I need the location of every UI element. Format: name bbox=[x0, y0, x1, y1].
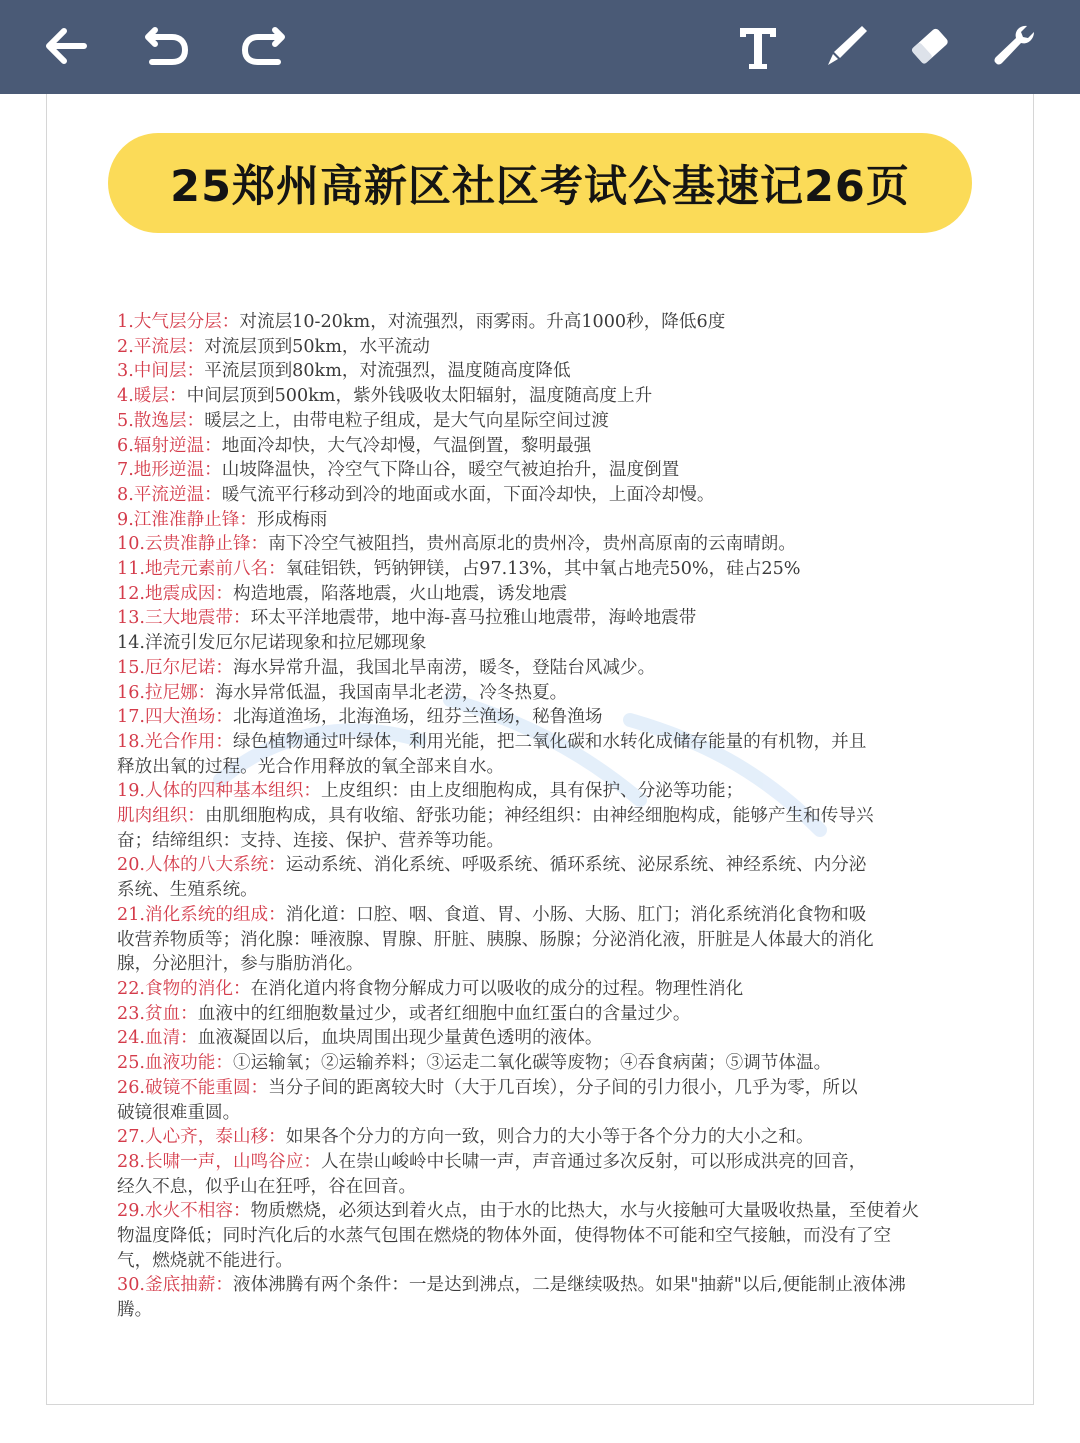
note-keyword: 大气层分层： bbox=[133, 312, 240, 332]
note-keyword: 地壳元素前八名： bbox=[144, 559, 286, 580]
note-line bbox=[117, 730, 963, 755]
note-line bbox=[117, 1150, 963, 1175]
note-text: 山坡降温快，冷空气下降山谷，暖空气被迫抬升，温度倒置 bbox=[221, 460, 680, 481]
note-text: 运动系统、消化系统、呼吸系统、循环系统、泌尿系统、神经系统、内分泌 bbox=[285, 855, 867, 876]
note-text: 消化道：口腔、咽、食道、胃、小肠、大肠、肛门；消化系统消化食物和吸 bbox=[285, 904, 867, 925]
note-keyword: 2. bbox=[117, 336, 134, 357]
note-text: 北海道渔场，北海渔场，纽芬兰渔场，秘鲁渔场 bbox=[232, 707, 603, 728]
note-keyword: 30. bbox=[117, 1275, 145, 1296]
note-keyword: 食物的消化： bbox=[144, 978, 251, 999]
note-text: 物温度降低；同时汽化后的水蒸气包围在燃烧的物体外面，使得物体不可能和空气接触，而没有了空 bbox=[117, 1226, 892, 1247]
wrench-icon[interactable] bbox=[984, 16, 1044, 76]
note-line bbox=[117, 606, 963, 631]
note-keyword: 人体的四种基本组织： bbox=[144, 781, 321, 802]
note-keyword: 11. bbox=[117, 559, 145, 580]
note-keyword: 四大渔场： bbox=[144, 707, 233, 728]
toolbar bbox=[0, 0, 1080, 94]
note-keyword: 19. bbox=[117, 781, 145, 802]
note-line bbox=[117, 755, 963, 780]
note-line bbox=[117, 508, 963, 533]
note-text: 气，燃烧就不能进行。 bbox=[117, 1250, 293, 1271]
note-keyword: 12. bbox=[117, 583, 145, 604]
note-text: 对流层10-20km，对流强烈，雨雾雨。升高1000秒，降低6度 bbox=[239, 312, 726, 332]
note-keyword: 水火不相容： bbox=[144, 1201, 251, 1222]
note-text: 对流层顶到50km，水平流动 bbox=[204, 336, 430, 357]
note-keyword: 28. bbox=[117, 1151, 145, 1172]
note-keyword: 肌肉组织： bbox=[117, 806, 205, 827]
note-keyword: 人心齐，泰山移： bbox=[144, 1127, 286, 1148]
note-line bbox=[117, 335, 963, 360]
note-text: 海水异常升温，我国北旱南涝，暖冬，登陆台风减少。 bbox=[232, 657, 656, 678]
note-text: 奋；结缔组织：支持、连接、保护、营养等功能。 bbox=[117, 830, 505, 851]
note-text: 释放出氧的过程。光合作用释放的氧全部来自水。 bbox=[117, 756, 505, 777]
note-text: 血液中的红细胞数量过少，或者红细胞中血红蛋白的含量过少。 bbox=[197, 1003, 691, 1024]
note-keyword: 血清： bbox=[144, 1028, 198, 1049]
note-keyword: 1. bbox=[117, 312, 134, 332]
note-line bbox=[117, 705, 963, 730]
note-text: 液体沸腾有两个条件：一是达到沸点，二是继续吸热。如果"抽薪"以后,便能制止液体沸 bbox=[232, 1275, 906, 1296]
note-text: 构造地震，陷落地震，火山地震，诱发地震 bbox=[232, 583, 568, 604]
note-keyword: 云贵准静止锋： bbox=[144, 534, 269, 555]
note-line bbox=[117, 656, 963, 681]
note-keyword: 4. bbox=[117, 386, 134, 407]
note-keyword: 24. bbox=[117, 1028, 145, 1049]
note-keyword: 地形逆温： bbox=[133, 460, 222, 481]
note-keyword: 长啸一声，山鸣谷应： bbox=[144, 1151, 321, 1172]
eraser-icon[interactable] bbox=[900, 16, 960, 76]
note-keyword: 7. bbox=[117, 460, 134, 481]
note-text: 地面冷却快，大气冷却慢，气温倒置，黎明最强 bbox=[221, 435, 592, 456]
note-keyword: 17. bbox=[117, 707, 145, 728]
note-keyword: 釜底抽薪： bbox=[144, 1275, 233, 1296]
note-text: 物质燃烧，必须达到着火点，由于水的比热大，水与火接触可大量吸收热量，至使着火 bbox=[250, 1201, 920, 1222]
undo-icon[interactable] bbox=[136, 16, 196, 76]
text-tool-icon[interactable] bbox=[728, 16, 788, 76]
note-line bbox=[117, 458, 963, 483]
note-line bbox=[117, 853, 963, 878]
redo-icon[interactable] bbox=[234, 16, 294, 76]
note-line bbox=[117, 952, 963, 977]
note-keyword: 22. bbox=[117, 978, 145, 999]
note-keyword: 暖层： bbox=[133, 386, 187, 407]
note-text: 在消化道内将食物分解成力可以吸收的成分的过程。物理性消化 bbox=[250, 978, 744, 999]
note-text: 如果各个分力的方向一致，则合力的大小等于各个分力的大小之和。 bbox=[285, 1127, 814, 1148]
note-line bbox=[117, 483, 963, 508]
pen-icon[interactable] bbox=[816, 16, 876, 76]
note-line bbox=[117, 1298, 963, 1323]
note-text: 14.洋流引发厄尔尼诺现象和拉尼娜现象 bbox=[117, 633, 427, 654]
note-text: 腾。 bbox=[117, 1300, 153, 1321]
note-line bbox=[117, 928, 963, 953]
note-text: ①运输氧；②运输养料；③运走二氧化碳等废物；④吞食病菌；⑤调节体温。 bbox=[232, 1053, 832, 1074]
note-line bbox=[117, 1199, 963, 1224]
note-line bbox=[117, 1051, 963, 1076]
note-line bbox=[117, 631, 963, 656]
note-line bbox=[117, 1224, 963, 1249]
note-line bbox=[117, 359, 963, 384]
note-keyword: 9. bbox=[117, 509, 134, 530]
note-keyword: 地震成因： bbox=[144, 583, 233, 604]
note-text: 中间层顶到500km，紫外钱吸收太阳辐射，温度随高度上升 bbox=[186, 386, 653, 407]
note-keyword: 贫血： bbox=[144, 1003, 198, 1024]
note-keyword: 21. bbox=[117, 904, 145, 925]
note-keyword: 拉尼娜： bbox=[144, 682, 216, 703]
note-line bbox=[117, 434, 963, 459]
note-keyword: 辐射逆温： bbox=[133, 435, 222, 456]
note-keyword: 29. bbox=[117, 1201, 145, 1222]
note-text: 由肌细胞构成，具有收缩、舒张功能；神经组织：由神经细胞构成，能够产生和传导兴 bbox=[204, 806, 874, 827]
note-keyword: 人体的八大系统： bbox=[144, 855, 286, 876]
note-text: 环太平洋地震带，地中海-喜马拉雅山地震带，海岭地震带 bbox=[250, 608, 697, 629]
notes-body bbox=[117, 310, 963, 1323]
note-keyword: 25. bbox=[117, 1053, 145, 1074]
note-text: 血液凝固以后，血块周围出现少量黄色透明的液体。 bbox=[197, 1028, 603, 1049]
note-keyword: 光合作用： bbox=[144, 731, 233, 752]
note-line bbox=[117, 829, 963, 854]
note-line bbox=[117, 1125, 963, 1150]
note-keyword: 江淮准静止锋： bbox=[133, 509, 257, 530]
note-line bbox=[117, 779, 963, 804]
note-line bbox=[117, 409, 963, 434]
note-text: 系统、生殖系统。 bbox=[117, 880, 258, 901]
note-text: 经久不息，似乎山在狂呼，谷在回音。 bbox=[117, 1176, 417, 1197]
note-text: 平流层顶到80km，对流强烈，温度随高度降低 bbox=[204, 361, 571, 382]
note-line bbox=[117, 384, 963, 409]
note-keyword: 20. bbox=[117, 855, 145, 876]
note-line bbox=[117, 1175, 963, 1200]
note-keyword: 26. bbox=[117, 1077, 145, 1098]
note-keyword: 血液功能： bbox=[144, 1053, 233, 1074]
note-line bbox=[117, 1249, 963, 1274]
note-keyword: 6. bbox=[117, 435, 134, 456]
note-line bbox=[117, 310, 963, 335]
note-line bbox=[117, 1002, 963, 1027]
note-keyword: 10. bbox=[117, 534, 145, 555]
note-text: 氧硅铝铁，钙钠钾镁，占97.13%，其中氧占地壳50%，硅占25% bbox=[285, 559, 801, 580]
note-keyword: 平流逆温： bbox=[133, 484, 222, 505]
note-keyword: 16. bbox=[117, 682, 145, 703]
note-line bbox=[117, 977, 963, 1002]
note-text: 破镜很难重圆。 bbox=[117, 1102, 241, 1123]
note-keyword: 消化系统的组成： bbox=[144, 904, 286, 925]
note-line bbox=[117, 557, 963, 582]
note-line bbox=[117, 1101, 963, 1126]
note-line bbox=[117, 1273, 963, 1298]
note-text: 当分子间的距离较大时（大于几百埃），分子间的引力很小，几乎为零，所以 bbox=[268, 1077, 858, 1098]
note-keyword: 厄尔尼诺： bbox=[144, 657, 233, 678]
note-text: 海水异常低温，我国南旱北老涝，冷冬热夏。 bbox=[215, 682, 568, 703]
note-text: 腺，分泌胆汁，参与脂肪消化。 bbox=[117, 954, 364, 975]
note-keyword: 18. bbox=[117, 731, 145, 752]
note-keyword: 中间层： bbox=[133, 361, 205, 382]
note-line bbox=[117, 1026, 963, 1051]
note-line bbox=[117, 804, 963, 829]
back-arrow-icon[interactable] bbox=[36, 16, 96, 76]
page-title: 25郑州高新区社区考试公基速记26页 bbox=[170, 161, 910, 212]
note-keyword: 平流层： bbox=[133, 336, 205, 357]
note-text: 收营养物质等；消化腺：唾液腺、胃腺、肝脏、胰腺、肠腺；分泌消化液，肝脏是人体最大的消化 bbox=[117, 929, 874, 950]
note-text: 上皮组织：由上皮细胞构成，具有保护、分泌等功能； bbox=[320, 781, 744, 802]
note-text: 南下冷空气被阻挡，贵州高原北的贵州冷，贵州高原南的云南晴朗。 bbox=[268, 534, 796, 555]
note-text: 暖层之上，由带电粒子组成，是大气向星际空间过渡 bbox=[204, 410, 609, 431]
note-text: 暖气流平行移动到冷的地面或水面，下面冷却快，上面冷却慢。 bbox=[221, 484, 715, 505]
note-keyword: 三大地震带： bbox=[144, 608, 251, 629]
note-text: 形成梅雨 bbox=[256, 509, 328, 530]
note-text: 人在崇山峻岭中长啸一声，声音通过多次反射，可以形成洪亮的回音， bbox=[320, 1151, 867, 1172]
note-line bbox=[117, 532, 963, 557]
note-line bbox=[117, 582, 963, 607]
note-keyword: 8. bbox=[117, 484, 134, 505]
note-line bbox=[117, 903, 963, 928]
note-text: 绿色植物通过叶绿体，利用光能，把二氧化碳和水转化成储存能量的有机物，并且 bbox=[232, 731, 867, 752]
note-line bbox=[117, 878, 963, 903]
title-banner bbox=[108, 133, 972, 233]
note-keyword: 15. bbox=[117, 657, 145, 678]
note-keyword: 破镜不能重圆： bbox=[144, 1077, 269, 1098]
note-keyword: 27. bbox=[117, 1127, 145, 1148]
note-line bbox=[117, 1076, 963, 1101]
note-keyword: 23. bbox=[117, 1003, 145, 1024]
note-keyword: 散逸层： bbox=[133, 410, 205, 431]
note-line bbox=[117, 681, 963, 706]
note-keyword: 13. bbox=[117, 608, 145, 629]
note-keyword: 3. bbox=[117, 361, 134, 382]
note-keyword: 5. bbox=[117, 410, 134, 431]
